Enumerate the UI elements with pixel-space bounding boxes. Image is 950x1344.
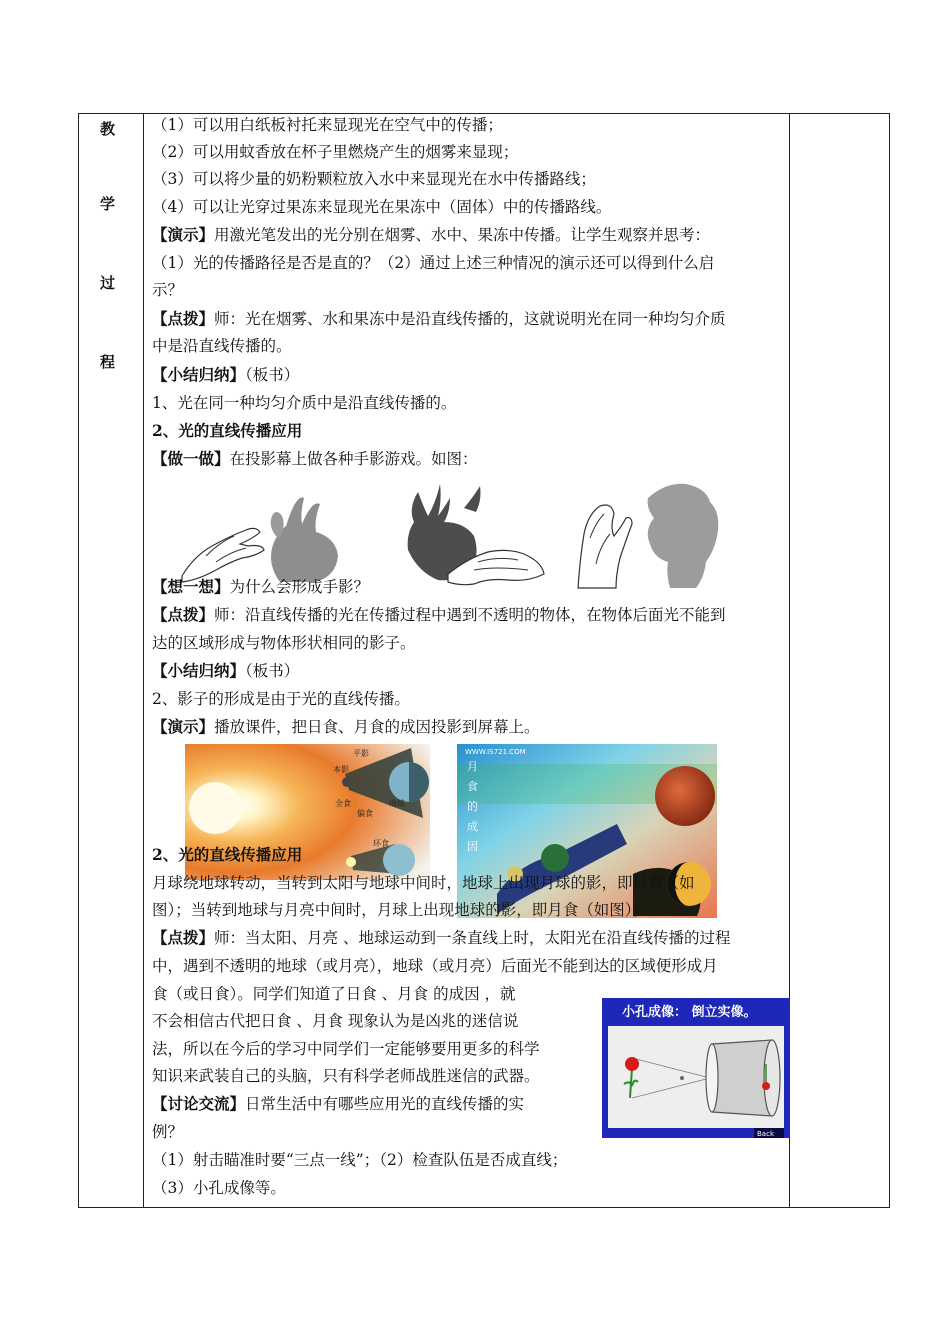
text-line: （4）可以让光穿过果冻来显现光在果冻中（固体）中的传播路线。 xyxy=(152,198,612,216)
tip-paragraph xyxy=(152,306,784,332)
text-line: 中，遇到不透明的地球（或月亮），地球（或月亮）后面光不能到达的区域便形成月 xyxy=(152,957,718,975)
text-line: 例？ xyxy=(152,1123,184,1141)
section-heading: 2、光的直线传播应用 xyxy=(152,421,303,440)
text-line: 不会相信古代把日食 、月食 现象认为是凶兆的迷信说 xyxy=(152,1012,519,1030)
text-line: （3）可以将少量的奶粉颗粒放入水中来显现光在水中传播路线； xyxy=(152,170,596,188)
tip-text: 师：光在烟雾、水和果冻中是沿直线传播的，这就说明光在同一种均匀介质 xyxy=(214,310,726,328)
pinhole-title: 小孔成像： 倒立实像。 xyxy=(622,1005,757,1020)
hand-shadow-deer-image xyxy=(378,478,550,586)
demo-tag: 【演示】 xyxy=(152,717,215,736)
text-line: 示？ xyxy=(152,281,184,299)
solar-label: 地球 xyxy=(389,799,405,808)
discussion-text: 日常生活中有哪些应用光的直线传播的实 xyxy=(245,1095,525,1113)
side-label-char: 程 xyxy=(100,353,116,371)
tip-text: 师：沿直线传播的光在传播过程中遇到不透明的物体，在物体后面光不能到 xyxy=(214,606,726,624)
summary-text: （板书） xyxy=(245,662,300,680)
demo-paragraph xyxy=(152,222,784,248)
demo-tag: 【演示】 xyxy=(152,225,215,244)
tip-text: 师：当太阳、月亮 、地球运动到一条直线上时，太阳光在沿直线传播的过程 xyxy=(214,929,731,947)
lunar-title-char: 的 xyxy=(467,800,478,813)
text-line: 图）；当转到地球与月亮中间时，月球上出现地球的影，即月食（如图）。 xyxy=(152,901,649,919)
lunar-title-char: 月 xyxy=(467,760,478,773)
side-label-char: 过 xyxy=(100,274,116,292)
section-heading: 2、光的直线传播应用 xyxy=(152,845,303,864)
lunar-title-char: 因 xyxy=(467,840,478,853)
text-line: 法，所以在今后的学习中同学们一定能够要用更多的科学 xyxy=(152,1040,540,1058)
summary-paragraph xyxy=(152,658,784,684)
tip-paragraph xyxy=(152,925,784,951)
back-button: Back xyxy=(757,1130,774,1138)
summary-paragraph xyxy=(152,362,784,388)
summary-tag: 【小结归纳】 xyxy=(152,661,246,680)
solar-label: 全食 xyxy=(335,799,351,808)
do-tag: 【做一做】 xyxy=(152,449,230,468)
pinhole-camera-image xyxy=(602,998,790,1138)
solar-label: 偏食 xyxy=(357,809,373,818)
side-label-char: 教 xyxy=(100,120,116,138)
text-line: 2、影子的形成是由于光的直线传播。 xyxy=(152,690,410,708)
text-line: 达的区域形成与物体形状相同的影子。 xyxy=(152,634,416,652)
text-line: 中是沿直线传播的。 xyxy=(152,337,292,355)
text-line: （3）小孔成像等。 xyxy=(152,1179,286,1197)
tip-tag: 【点拨】 xyxy=(152,605,215,624)
solar-label: 平影 xyxy=(353,749,369,758)
side-label-char: 学 xyxy=(100,195,116,213)
lunar-title-char: 食 xyxy=(467,780,478,793)
text-line: （1）射击瞄准时要“三点一线”；（2）检查队伍是否成直线； xyxy=(152,1151,568,1169)
table-column-divider xyxy=(143,113,144,1208)
text-line: 知识来武装自己的头脑，只有科学老师战胜迷信的武器。 xyxy=(152,1067,540,1085)
think-text: 为什么会形成手影？ xyxy=(229,578,370,596)
text-line: （1）光的传播路径是否是直的？（2）通过上述三种情况的演示还可以得到什么启 xyxy=(152,254,715,272)
text-line: （1）可以用白纸板衬托来显现光在空气中的传播； xyxy=(152,116,503,134)
lunar-watermark: WWW.IS721.COM xyxy=(465,748,526,756)
think-paragraph xyxy=(152,574,784,600)
summary-tag: 【小结归纳】 xyxy=(152,365,246,384)
solar-label: 本影 xyxy=(333,765,349,774)
hand-shadow-rabbit-image xyxy=(176,486,350,584)
text-line: 月球绕地球转动，当转到太阳与地球中间时，地球上出现月球的影，即日食（如 xyxy=(152,874,695,892)
text-line: （2）可以用蚊香放在杯子里燃烧产生的烟雾来显现； xyxy=(152,143,519,161)
tip-paragraph xyxy=(152,602,784,628)
demo-paragraph xyxy=(152,714,784,740)
think-tag: 【想一想】 xyxy=(152,577,230,596)
tip-tag: 【点拨】 xyxy=(152,309,215,328)
text-line: 1、光在同一种均匀介质中是沿直线传播的。 xyxy=(152,394,457,412)
text-line: 食（或日食）。同学们知道了日食 、月食 的成因 ，就 xyxy=(152,985,516,1003)
solar-label: 环食 xyxy=(373,839,389,848)
summary-text: （板书） xyxy=(245,366,300,384)
demo-text: 播放课件，把日食、月食的成因投影到屏幕上。 xyxy=(214,718,540,736)
do-paragraph xyxy=(152,446,784,472)
lunar-title-char: 成 xyxy=(467,820,478,833)
discussion-tag: 【讨论交流】 xyxy=(152,1094,246,1113)
do-text: 在投影幕上做各种手影游戏。如图： xyxy=(229,450,478,468)
demo-text: 用激光笔发出的光分别在烟雾、水中、果冻中传播。让学生观察并思考： xyxy=(214,226,711,244)
tip-tag: 【点拨】 xyxy=(152,928,215,947)
